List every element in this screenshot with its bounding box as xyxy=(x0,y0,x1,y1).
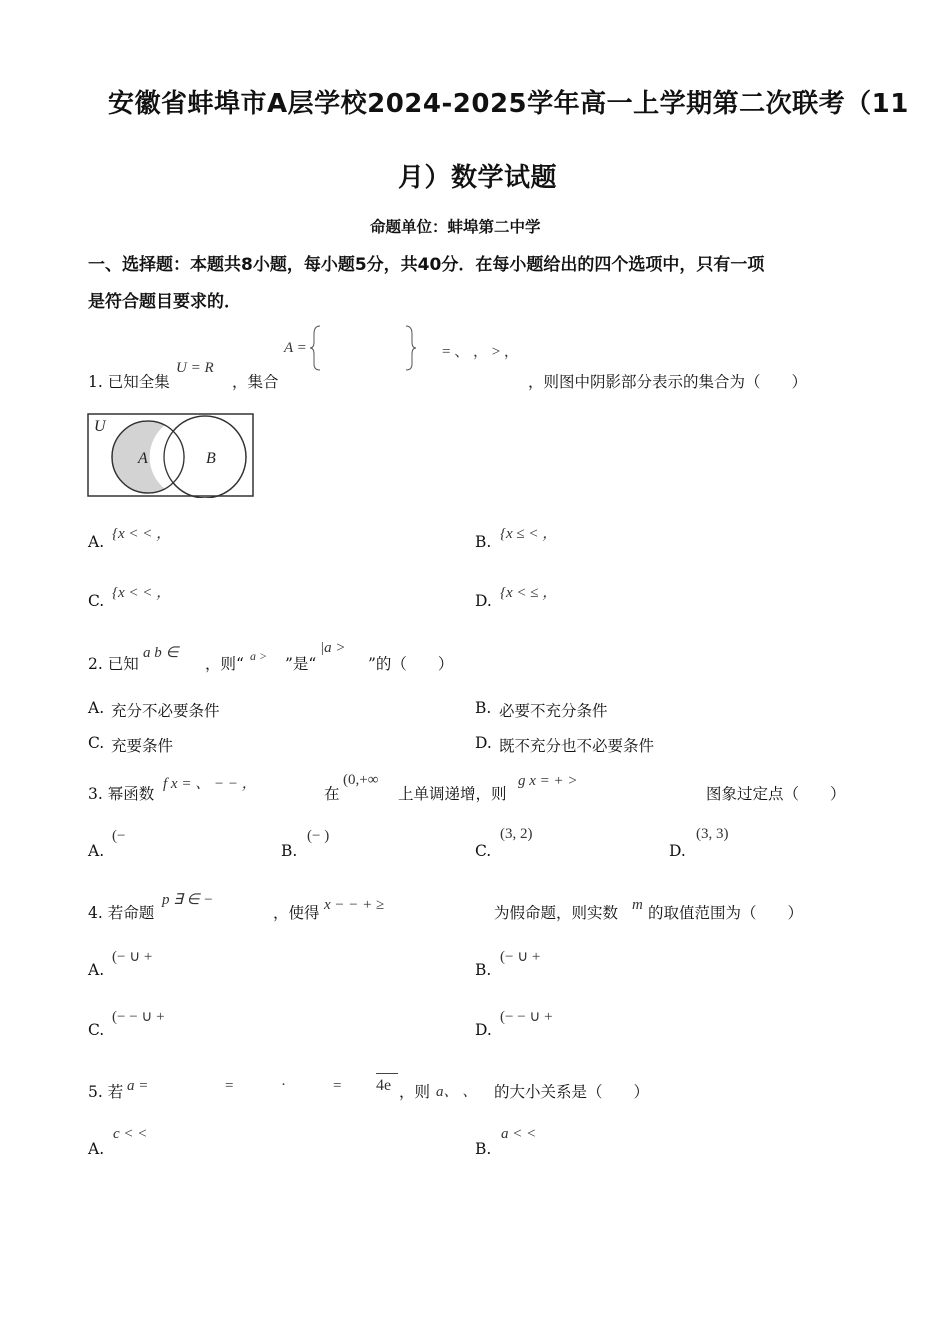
q4-option-a-text: (− ∪ + xyxy=(112,949,153,965)
q5-radical-bar xyxy=(376,1073,398,1074)
q1-option-b-text: {x ≤ < ， xyxy=(500,526,558,542)
q5-expr-4: = xyxy=(333,1078,342,1094)
q5-prefix: 5. 若 xyxy=(88,1083,124,1101)
q3-suffix: 图象过定点（ ） xyxy=(706,785,846,803)
q5-expr-2: = xyxy=(225,1078,234,1094)
q5-expr-1: a = xyxy=(127,1078,149,1094)
q5-option-a-letter: A. xyxy=(88,1140,105,1158)
venn-label-a: A xyxy=(138,450,148,467)
q2-option-a-text: 充分不必要条件 xyxy=(111,702,220,720)
q4-expr-1: p ∃ ∈ − xyxy=(162,892,214,908)
q4-option-d-letter: D. xyxy=(475,1021,492,1039)
q1-option-c-text: {x < < ， xyxy=(112,585,172,601)
q3-option-b-letter: B. xyxy=(281,842,298,860)
q3-mid-1: 在 xyxy=(324,785,340,803)
q1-universal-set: U = R xyxy=(176,360,214,376)
q3-expr-3: g x = + > xyxy=(518,773,578,789)
q1-suffix: ，则图中阴影部分表示的集合为（ ） xyxy=(528,373,808,391)
q4-option-c-letter: C. xyxy=(88,1021,105,1039)
q1-set-a: A = xyxy=(284,340,307,356)
venn-label-u: U xyxy=(94,418,106,435)
q2-expr-2: a > xyxy=(250,649,268,663)
q5-option-a-text: c < < xyxy=(113,1126,148,1142)
q4-option-c-text: (− − ∪ + xyxy=(112,1009,165,1025)
q2-mid-2: ”是“ xyxy=(285,655,317,673)
q3-expr-2: (0,+∞ xyxy=(343,772,379,788)
q4-suffix: 的取值范围为（ ） xyxy=(648,904,804,922)
venn-diagram xyxy=(87,413,255,498)
q4-mid-1: ，使得 xyxy=(273,904,320,922)
q2-mid-1: ，则“ xyxy=(205,655,244,673)
q4-mid-2: 为假命题，则实数 xyxy=(494,904,619,922)
section-heading-line-2: 是符合题目要求的． xyxy=(88,292,241,312)
q4-prefix: 4. 若命题 xyxy=(88,904,155,922)
q1-set-braces xyxy=(310,322,420,374)
q5-expr-6: a、 、 xyxy=(436,1084,478,1100)
q3-option-a-letter: A. xyxy=(88,842,105,860)
q5-expr-3: · xyxy=(281,1077,286,1093)
q2-option-a-letter: A. xyxy=(88,699,105,717)
q2-prefix: 2. 已知 xyxy=(88,655,139,673)
q1-option-c-letter: C. xyxy=(88,592,105,610)
q1-option-d-letter: D. xyxy=(475,592,492,610)
q1-set-label: ，集合 xyxy=(232,373,279,391)
q1-prefix: 1. 已知全集 xyxy=(88,373,170,391)
q3-option-d-letter: D. xyxy=(669,842,686,860)
q1-option-d-text: {x < ≤ ， xyxy=(500,585,558,601)
q5-mid: ，则 xyxy=(399,1083,431,1101)
q2-option-d-text: 既不充分也不必要条件 xyxy=(499,737,655,755)
q5-option-b-letter: B. xyxy=(475,1140,492,1158)
q4-expr-3: m xyxy=(632,897,643,913)
q3-option-c-letter: C. xyxy=(475,842,492,860)
q3-mid-2: 上单调递增，则 xyxy=(398,785,507,803)
venn-label-b: B xyxy=(206,450,216,467)
q3-option-a-text: (− xyxy=(112,828,126,844)
q4-option-b-letter: B. xyxy=(475,961,492,979)
exam-unit: 命题单位：蚌埠第二中学 xyxy=(370,218,541,236)
q3-prefix: 3. 幂函数 xyxy=(88,785,155,803)
q1-option-a-text: {x < < ， xyxy=(112,526,172,542)
q2-expr-1: a b ∈ xyxy=(143,645,179,661)
q1-set-fragment: = 、 ， > ， xyxy=(442,344,519,360)
q1-option-b-letter: B. xyxy=(475,533,492,551)
q5-suffix: 的大小关系是（ ） xyxy=(494,1083,650,1101)
q3-option-b-text: (− ) xyxy=(307,828,330,844)
q2-suffix: ”的（ ） xyxy=(368,655,454,673)
section-heading-line-1: 一、选择题：本题共8小题，每小题5分，共40分．在每小题给出的四个选项中，只有一项 xyxy=(88,255,765,275)
page-title-line-1: 安徽省蚌埠市A层学校2024-2025学年高一上学期第二次联考（11 xyxy=(108,89,909,119)
q1-option-a-letter: A. xyxy=(88,533,105,551)
q3-option-d-text: (3, 3) xyxy=(696,826,729,842)
q4-option-b-text: (− ∪ + xyxy=(500,949,541,965)
q5-expr-5: 4e xyxy=(376,1077,392,1094)
q3-expr-1: f x = 、 − − ， xyxy=(163,776,257,792)
q2-option-b-letter: B. xyxy=(475,699,492,717)
q4-option-d-text: (− − ∪ + xyxy=(500,1009,553,1025)
q2-expr-3: |a > xyxy=(320,640,346,656)
q3-option-c-text: (3, 2) xyxy=(500,826,533,842)
q2-option-c-letter: C. xyxy=(88,734,105,752)
q2-option-b-text: 必要不充分条件 xyxy=(499,702,608,720)
q4-expr-2: x − − + ≥ xyxy=(324,897,385,913)
q2-option-d-letter: D. xyxy=(475,734,492,752)
page-title-line-2: 月）数学试题 xyxy=(398,163,558,193)
q5-option-b-text: a < < xyxy=(501,1126,537,1142)
q4-option-a-letter: A. xyxy=(88,961,105,979)
q2-option-c-text: 充要条件 xyxy=(111,737,174,755)
